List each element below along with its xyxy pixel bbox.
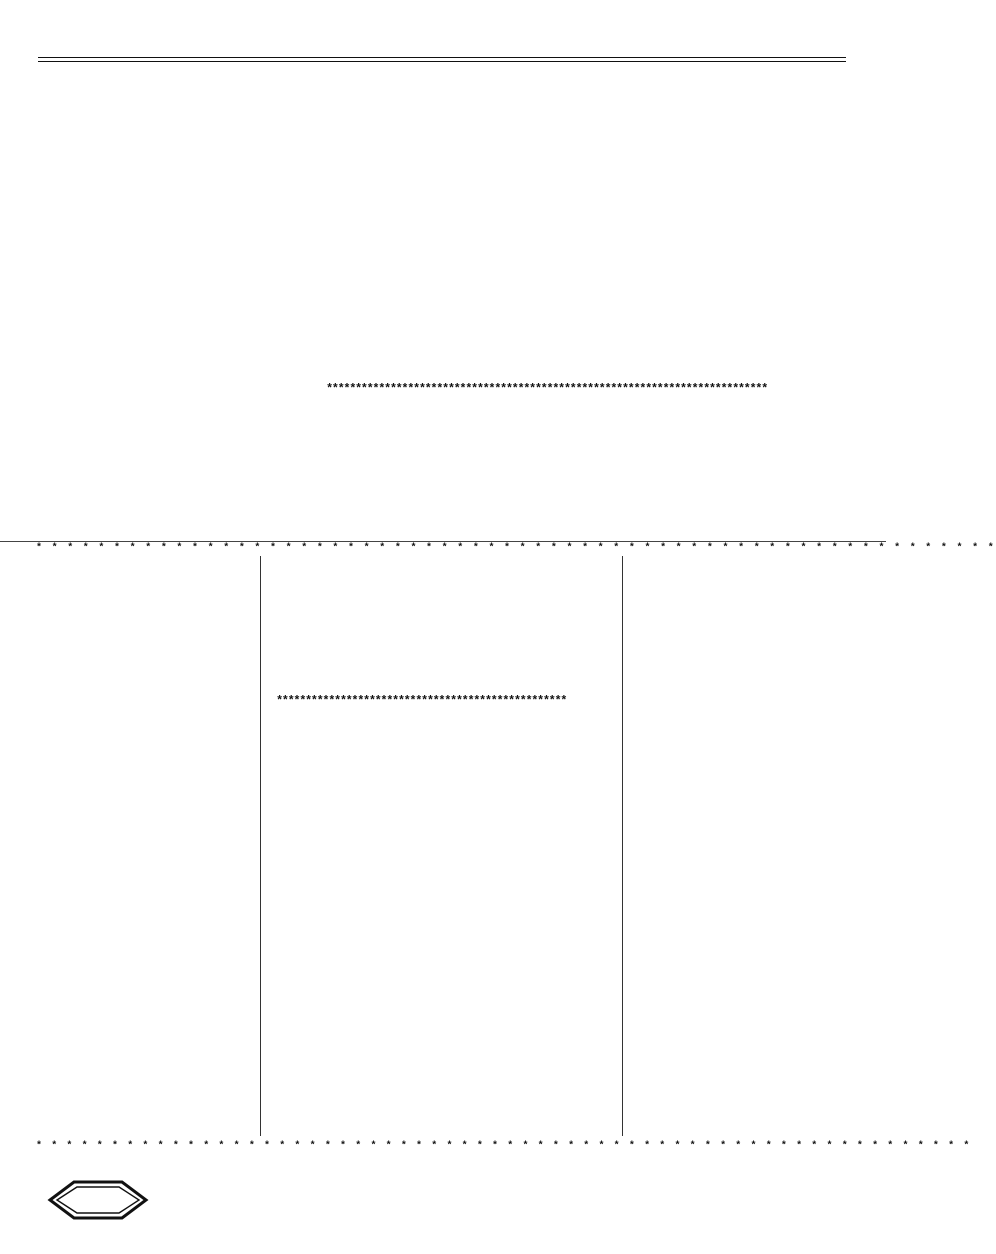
poem-impression: [262, 711, 460, 721]
stars-divider-3: **************************************************: [276, 694, 567, 708]
poem-paskha: [47, 66, 317, 68]
stars-divider-1: ****************************************************************************: [326, 382, 767, 396]
poem-psalom: [328, 68, 578, 82]
middle-rule: [0, 541, 886, 542]
stefa-logo-icon: [48, 1178, 148, 1222]
poem-rakhmaninov: [466, 712, 622, 716]
stars-divider-4: * * * * * * * * * * * * * * * * * * * * * * * * * * * * * * * * * * * * * * * * * * * * * * * * * * * * * * * * * * * * * *: [36, 1141, 971, 1152]
stars-divider-2: * * * * * * * * * * * * * * * * * * * * * * * * * * * * * * * * * * * * * * * * * * * * * * * * * * * * * * * * * * * * * *: [36, 543, 996, 554]
poem-belaya-siren: [628, 553, 850, 560]
poem-raspyatie: [346, 399, 586, 400]
poem-aviareis: [48, 555, 260, 566]
stefa-logo: [48, 1178, 148, 1222]
column-divider-2: [622, 556, 623, 1136]
column-divider-1: [260, 556, 261, 1136]
footer-line-4: [146, 1223, 154, 1239]
header-rule: [38, 57, 846, 58]
footer-line-3: [204, 1196, 220, 1219]
header-rule-2: [38, 61, 846, 62]
